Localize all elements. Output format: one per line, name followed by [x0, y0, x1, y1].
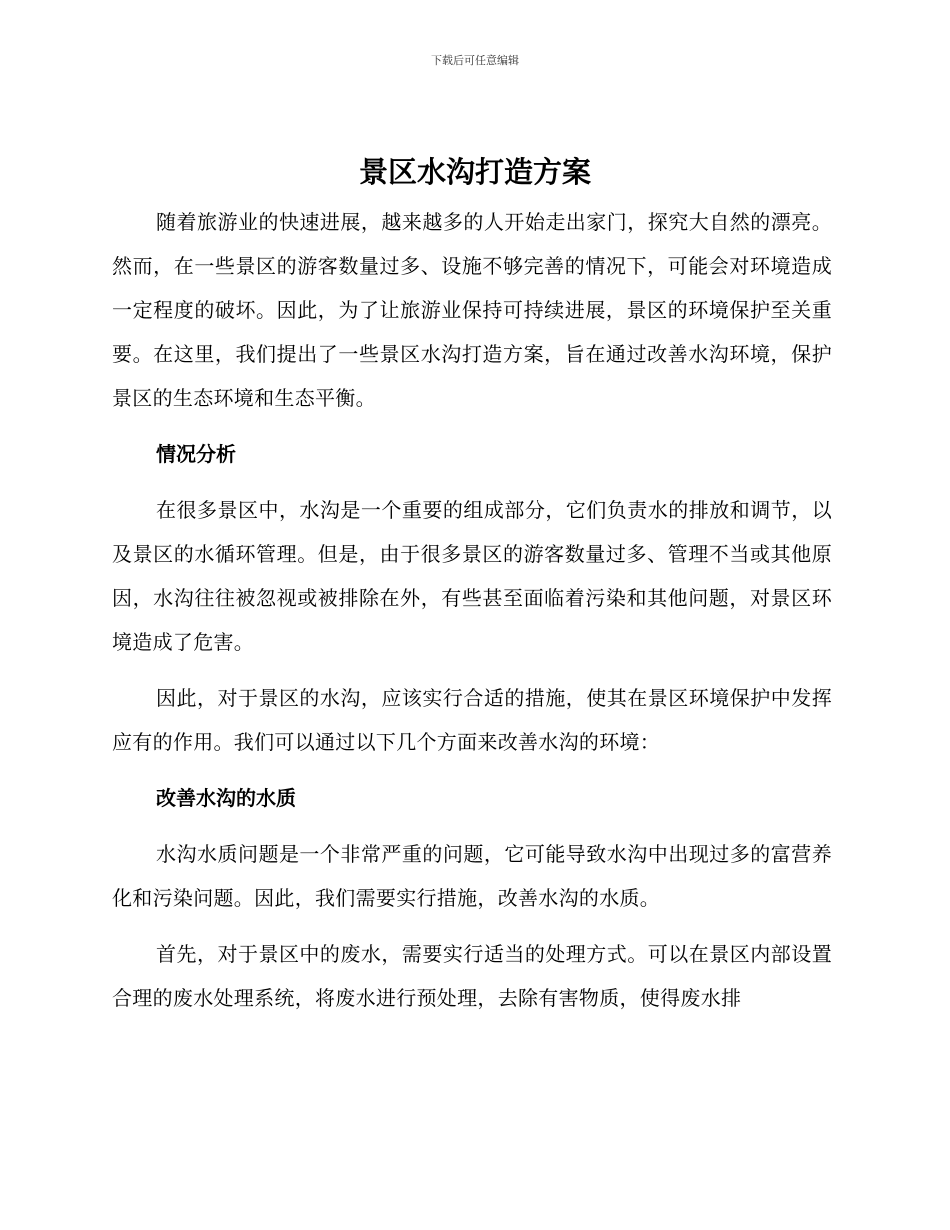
water-quality-paragraph-1: 水沟水质问题是一个非常严重的问题，它可能导致水沟中出现过多的富营养化和污染问题。因此，我们需要实行措施，改善水沟的水质。 [112, 842, 832, 910]
analysis-paragraph-2: 因此，对于景区的水沟，应该实行合适的措施，使其在景区环境保护中发挥应有的作用。我们可以通过以下几个方面来改善水沟的环境： [112, 686, 832, 754]
analysis-paragraph-1: 在很多景区中，水沟是一个重要的组成部分，它们负责水的排放和调节，以及景区的水循环管理。但是，由于很多景区的游客数量过多、管理不当或其他原因，水沟往往被忽视或被排除在外，有些甚至面临着污染和其他问题，对景区环境造成了危害。 [112, 498, 832, 654]
document-body [112, 200, 832, 1020]
document-title: 景区水沟打造方案 [358, 155, 591, 189]
header-note: 下载后可任意编辑 [431, 54, 519, 67]
water-quality-paragraph-2: 首先，对于景区中的废水，需要实行适当的处理方式。可以在景区内部设置合理的废水处理系统，将废水进行预处理，去除有害物质，使得废水排 [112, 942, 832, 1010]
section-heading-situation: 情况分析 [156, 442, 236, 466]
intro-paragraph: 随着旅游业的快速进展，越来越多的人开始走出家门，探究大自然的漂亮。然而，在一些景区的游客数量过多、设施不够完善的情况下，可能会对环境造成一定程度的破坏。因此，为了让旅游业保持可持续进展，景区的环境保护至关重要。在这里，我们提出了一些景区水沟打造方案，旨在通过改善水沟环境，保护景区的生态环境和生态平衡。 [112, 210, 832, 410]
section-heading-water-quality: 改善水沟的水质 [156, 786, 296, 810]
